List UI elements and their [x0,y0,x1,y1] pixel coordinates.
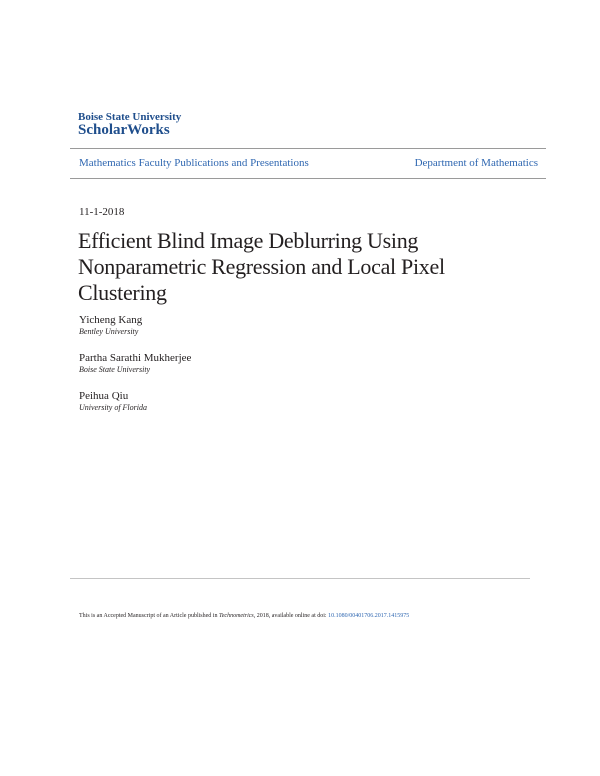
author-affiliation: Bentley University [79,327,139,336]
author-name: Partha Sarathi Mukherjee [79,352,192,364]
article-title: Efficient Blind Image Deblurring Using Nonparametric Regression and Local Pixel Clustering [78,228,445,305]
author-affiliation: Boise State University [79,365,151,374]
journal-name: Technometrics [218,613,254,619]
header-divider-top [70,148,546,149]
doi-link[interactable]: 10.1080/00401706.2017.1415975 [328,613,410,619]
brand-scholarworks-logo[interactable]: ScholarWorks [78,122,170,138]
publication-note [79,612,409,620]
header-divider-bottom [70,178,546,179]
author-name: Peihua Qiu [79,390,129,402]
brand-university-name: Boise State University [78,111,182,123]
collection-link[interactable]: Mathematics Faculty Publications and Presentations [79,157,309,169]
publication-date: 11-1-2018 [79,206,125,218]
author-affiliation: University of Florida [79,403,147,412]
publication-note-middle: , 2018, available online at doi: [253,613,329,619]
department-link[interactable]: Department of Mathematics [414,157,538,169]
publication-note-prefix: This is an Accepted Manuscript of an Article published in [79,613,219,619]
author-name: Yicheng Kang [79,314,143,326]
footer-divider [70,578,530,579]
